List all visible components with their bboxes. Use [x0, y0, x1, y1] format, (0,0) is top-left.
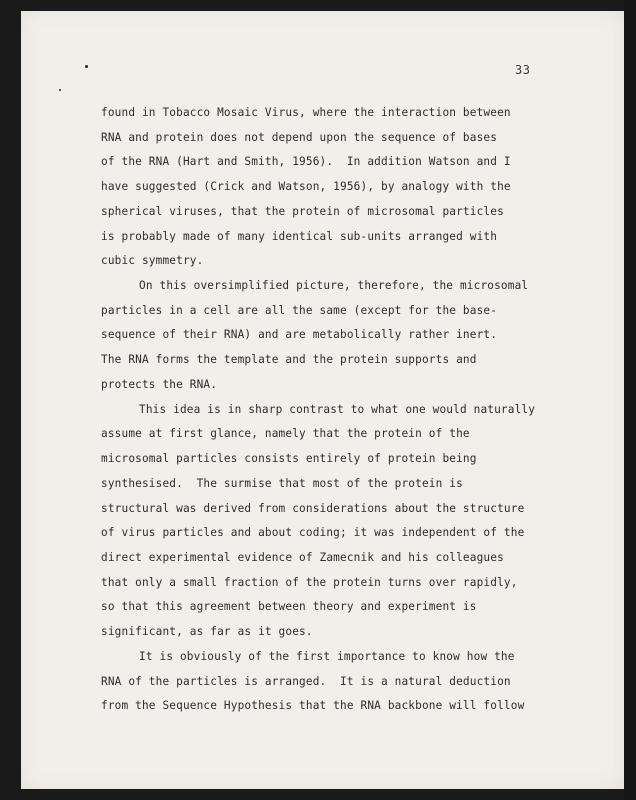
ink-speck — [59, 89, 61, 91]
body-text — [101, 101, 571, 719]
paragraph-start-line: On this oversimplified picture, therefore, the microsomal — [139, 279, 529, 293]
text-line: RNA of the particles is arranged. It is a natural deduction — [101, 674, 511, 688]
page-number: 33 — [515, 63, 531, 77]
text-line: spherical viruses, that the protein of microsomal particles — [101, 204, 504, 218]
text-line: found in Tobacco Mosaic Virus, where the interaction between — [101, 106, 511, 119]
paragraph-start-line: It is obviously of the first importance to know how the — [139, 649, 515, 663]
text-line: structural was derived from considerations about the structure — [101, 501, 525, 515]
text-line: The RNA forms the template and the protein supports and — [101, 353, 477, 367]
text-line: assume at first glance, namely that the protein of the — [101, 427, 470, 441]
text-line: that only a small fraction of the protein turns over rapidly, — [101, 575, 518, 589]
text-line: so that this agreement between theory and experiment is — [101, 600, 477, 614]
text-line: microsomal particles consists entirely of protein being — [101, 452, 477, 466]
paragraph-start-line: This idea is in sharp contrast to what one would naturally — [139, 402, 536, 416]
text-line: significant, as far as it goes. — [101, 625, 313, 639]
text-line: direct experimental evidence of Zamecnik and his colleagues — [101, 550, 504, 564]
text-line: is probably made of many identical sub-units arranged with — [101, 229, 498, 243]
text-line: particles in a cell are all the same (except for the base- — [101, 303, 498, 317]
text-line: cubic symmetry. — [101, 254, 204, 268]
ink-speck — [85, 65, 88, 68]
text-line: sequence of their RNA) and are metabolically rather inert. — [101, 328, 498, 342]
text-line: protects the RNA. — [101, 377, 218, 391]
text-line: of the RNA (Hart and Smith, 1956). In addition Watson and I — [101, 155, 511, 169]
text-line: synthesised. The surmise that most of the protein is — [101, 476, 463, 490]
text-line: have suggested (Crick and Watson, 1956), by analogy with the — [101, 180, 511, 194]
page-edge-shadow — [624, 0, 636, 800]
text-line: from the Sequence Hypothesis that the RNA backbone will follow — [101, 699, 525, 713]
text-line: RNA and protein does not depend upon the sequence of bases — [101, 130, 498, 144]
text-line: of virus particles and about coding; it was independent of the — [101, 526, 525, 540]
